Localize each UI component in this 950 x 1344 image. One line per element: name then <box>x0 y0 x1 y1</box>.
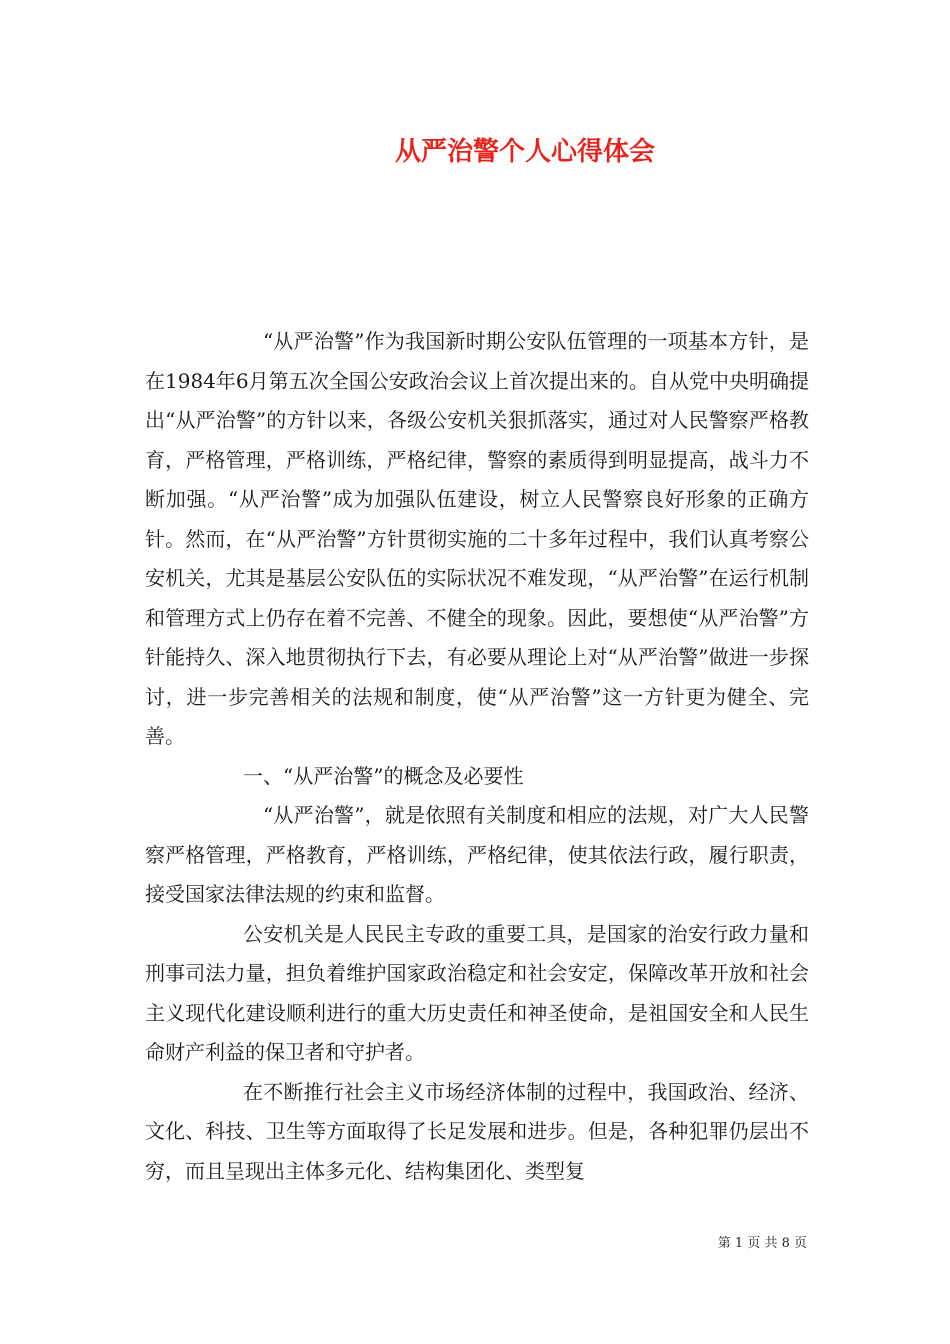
paragraph-public-security: 公安机关是人民民主专政的重要工具，是国家的治安行政力量和刑事司法力量，担负着维护国家政治稳定和社会安定，保障改革开放和社会主义现代化建设顺利进行的重大历史责任和神圣使命，是祖国安全和人民生命财产利益的保卫者和守护者。 <box>145 921 809 1064</box>
paragraph-definition: “从严治警”，就是依照有关制度和相应的法规，对广大人民警察严格管理，严格教育，严格训练，严格纪律，使其依法行政，履行职责，接受国家法律法规的约束和监督。 <box>145 803 809 906</box>
paragraph-intro: “从严治警”作为我国新时期公安队伍管理的一项基本方针，是在1984年6月第五次全国公安政治会议上首次提出来的。自从党中央明确提出“从严治警”的方针以来，各级公安机关狠抓落实，通过对人民警察严格教育，严格管理，严格训练，严格纪律，警察的素质得到明显提高，战斗力不断加强。“从严治警”成为加强队伍建设，树立人民警察良好形象的正确方针。然而，在“从严治警”方针贯彻实施的二十多年过程中，我们认真考察公安机关，尤其是基层公安队伍的实际状况不难发现，“从严治警”在运行机制和管理方式上仍存在着不完善、不健全的现象。因此，要想使“从严治警”方针能持久、深入地贯彻执行下去，有必要从理论上对“从严治警”做进一步探讨，进一步完善相关的法规和制度，使“从严治警”这一方针更为健全、完善。 <box>145 329 809 748</box>
page-number: 第 1 页 共 8 页 <box>717 1236 807 1251</box>
document-title: 从严治警个人心得体会 <box>394 137 655 167</box>
document-body <box>145 322 809 1191</box>
paragraph-market-economy: 在不断推行社会主义市场经济体制的过程中，我国政治、经济、文化、科技、卫生等方面取得了长足发展和进步。但是，各种犯罪仍层出不穷，而且呈现出主体多元化、结构集团化、类型复 <box>145 1079 809 1183</box>
section-heading-1: 一、“从严治警”的概念及必要性 <box>243 763 524 788</box>
